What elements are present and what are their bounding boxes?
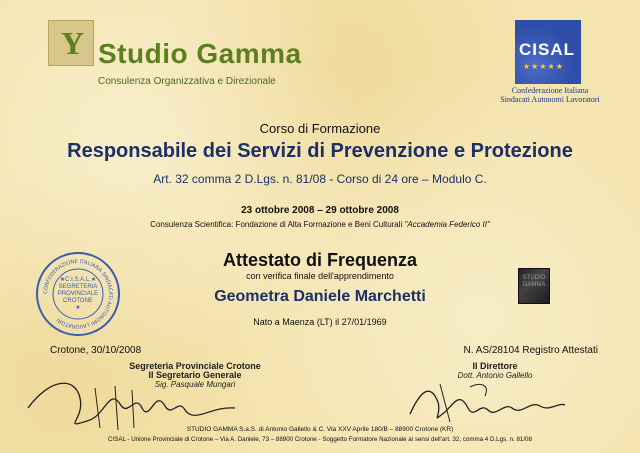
studio-gamma-logo [48,18,302,90]
course-title: Responsabile dei Servizi di Prevenzione e Protezione [67,140,573,162]
stamp-line2: PROVINCIALE [57,291,99,297]
cisal-line1: Confederazione Italiana [511,86,589,95]
logo-tagline: Consulenza Organizzativa e Direzionale [98,76,276,87]
right-signatory-title: Il Direttore [472,361,518,371]
stamp-ring-textpath: CONFEDERAZIONE ITALIANA SINDACATI AUTONOMI LAVORATORI [42,258,114,330]
consulting-prefix: Consulenza Scientifica: Fondazione di Alta Formazione e Beni Culturali [150,220,403,229]
certificate-subheading: con verifica finale dell'apprendimento [246,271,394,281]
registry-number: N. AS/28104 Registro Attestati [463,345,598,356]
stamp-line3: CROTONE [63,298,93,304]
left-signatory-line2: Il Segretario Generale [148,370,242,380]
left-signatory-line1: Segreteria Provinciale Crotone [129,361,261,371]
certificate-heading: Attestato di Frequenza [222,250,418,270]
course-consulting [0,220,640,229]
hologram-seal [518,268,550,304]
cisal-line2: Sindacati Autonomi Lavoratori [500,95,600,104]
course-law: Art. 32 comma 2 D.Lgs. n. 81/08 - Corso di 24 ore – Modulo C. [153,172,487,186]
right-signature-scribble [400,372,570,432]
gamma-emblem [48,20,94,66]
recipient-birth: Nato a Maenza (LT) il 27/01/1969 [253,317,387,327]
cisal-stamp [36,252,120,336]
cisal-badge [515,20,581,84]
cisal-badge-text: CISAL [519,40,575,59]
footer-line1: STUDIO GAMMA S.a.S. di Antonio Gallello & C. Via XXV Aprile 180/B – 88900 Crotone (KR) [186,426,454,433]
cisal-logo [515,20,581,84]
hologram-text: STUDIO GAMMA [522,275,546,288]
eu-stars-icon: ★★★★★ [523,62,564,71]
gamma-emblem-letter: Y [61,25,85,61]
consulting-name: "Accademia Federico II" [404,220,490,229]
stamp-top: ★C.I.S.A.L.★ [59,277,97,283]
logo-name: Studio Gamma [98,38,302,69]
footer-line2: CISAL - Unione Provinciale di Crotone – Via A. Daniele, 73 – 88900 Crotone - Soggetto Formatore Nazionale ai sensi dell'art. 32, comma 4 D.Lgs. n. 81/08 [108,436,532,443]
place-date: Crotone, 30/10/2008 [50,345,142,356]
recipient-name: Geometra Daniele Marchetti [214,288,426,305]
course-kind: Corso di Formazione [259,121,381,136]
right-signatory-name: Dott. Antonio Gallello [457,371,533,380]
stamp-line1: SEGRETERIA [58,284,98,290]
left-signatory-name: Sig. Pasquale Mungari [154,380,236,389]
stamp-star: ★ [75,305,81,311]
course-dates: 23 ottobre 2008 – 29 ottobre 2008 [241,205,399,216]
stamp-center [38,277,118,312]
